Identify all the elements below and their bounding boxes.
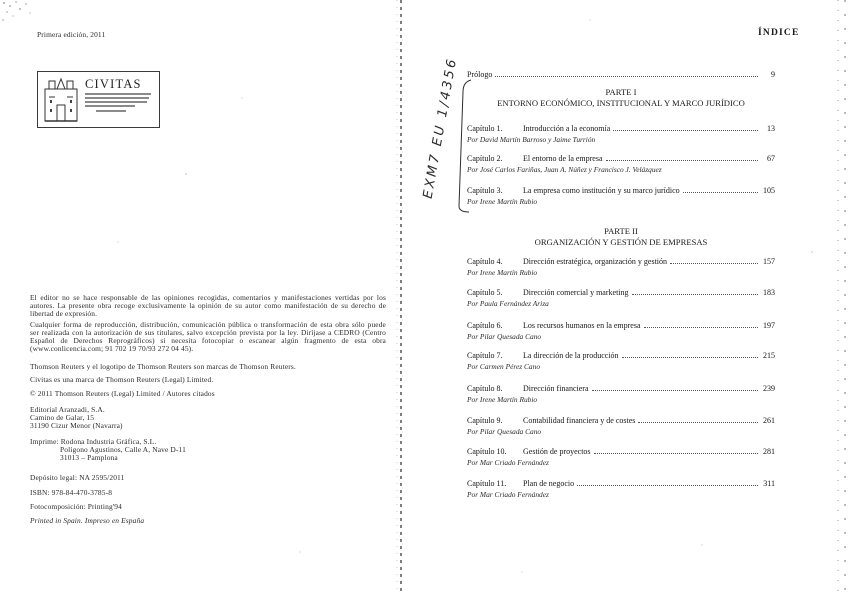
page-number: 183	[763, 288, 775, 297]
logo-subtitle-line	[85, 97, 149, 99]
toc-entry-chapter-5	[467, 288, 775, 298]
logo-subtitle-line	[85, 93, 151, 95]
dot-leader	[613, 130, 758, 131]
page-number: 261	[763, 416, 775, 425]
page-number: 239	[763, 384, 775, 393]
dot-leader	[638, 422, 758, 423]
publisher-address: Camino de Galar, 15	[30, 413, 95, 422]
publisher-city: 31190 Cizur Menor (Navarra)	[30, 421, 123, 430]
toc-entry-chapter-10	[467, 447, 775, 457]
handwritten-note: EXM7 EU 1/4356	[420, 56, 461, 200]
chapter-author: Por Paula Fernández Ariza	[467, 299, 549, 308]
chapter-number: Capítulo 8.	[467, 384, 503, 393]
chapter-number: Capítulo 2.	[467, 154, 503, 163]
chapter-title: Dirección financiera	[523, 384, 589, 393]
chapter-author: Por Irene Martín Rubio	[467, 197, 538, 206]
part-label: PARTE II	[604, 226, 638, 236]
trademark-civitas: Civitas es una marca de Thomson Reuters (Legal) Limited.	[30, 375, 214, 384]
toc-entry-chapter-3	[467, 186, 775, 196]
chapter-number: Capítulo 9.	[467, 416, 503, 425]
chapter-title: Los recursos humanos en la empresa	[523, 321, 641, 330]
dot-leader	[606, 160, 758, 161]
toc-entry-prologue	[467, 70, 775, 80]
chapter-author: Por Irene Martín Rubio	[467, 395, 538, 404]
dot-leader	[592, 390, 758, 391]
toc-entry-chapter-7	[467, 351, 775, 361]
chapter-title: Dirección comercial y marketing	[523, 288, 629, 297]
civitas-logo	[37, 71, 160, 128]
typesetting-credit: Fotocomposición: Printing'94	[30, 502, 122, 511]
corner-noise	[2, 1, 30, 20]
part-title: ORGANIZACIÓN Y GESTIÓN DE EMPRESAS	[534, 237, 708, 247]
chapter-number: Capítulo 10.	[467, 447, 507, 456]
prologue-title: Prólogo	[467, 70, 493, 79]
chapter-number: Capítulo 11.	[467, 479, 507, 488]
chapter-title: Dirección estratégica, organización y gestión	[523, 257, 668, 266]
editor-disclaimer: El editor no se hace responsable de las opiniones recogidas, comentarios y manifestaciones vertidas por los autores. La presente obra recoge exclusivamente la opinión de su autor como manifestación de su derecho de libertad de expresión.	[30, 293, 386, 318]
chapter-title: Plan de negocio	[523, 479, 575, 488]
printer-address: Polígono Agustinos, Calle A, Nave D-11	[60, 445, 186, 454]
logo-subtitle-line	[96, 110, 126, 112]
printer-city: 31013 – Pamplona	[60, 453, 118, 462]
page-number: 105	[763, 186, 775, 195]
dot-leader	[495, 76, 758, 77]
chapter-number: Capítulo 3.	[467, 186, 503, 195]
chapter-author: Por Irene Martín Rubio	[467, 268, 538, 277]
chapter-author: Por Pilar Quesada Cano	[467, 427, 542, 436]
chapter-number: Capítulo 7.	[467, 351, 503, 360]
chapter-title: La dirección de la producción	[523, 351, 619, 360]
printer-name: Imprime: Rodona Industria Gráfica, S.L.	[30, 437, 157, 446]
page-number: 215	[763, 351, 775, 360]
dot-leader	[683, 192, 758, 193]
toc-entry-chapter-4	[467, 257, 775, 267]
chapter-title: Gestión de proyectos	[523, 447, 591, 456]
chapter-author: Por Pilar Quesada Cano	[467, 332, 542, 341]
logo-wordmark: CIVITAS	[85, 77, 142, 91]
chapter-title: Contabilidad financiera y de costes	[523, 416, 636, 425]
toc-entry-chapter-8	[467, 384, 775, 394]
chapter-title: El entorno de la empresa	[523, 154, 603, 163]
dot-leader	[594, 453, 758, 454]
copyright-line: © 2011 Thomson Reuters (Legal) Limited / Autores citados	[30, 389, 215, 398]
chapter-number: Capítulo 6.	[467, 321, 503, 330]
isbn: ISBN: 978-84-470-3785-8	[30, 488, 113, 497]
building-emblem-icon	[41, 75, 81, 125]
logo-subtitle-line	[85, 105, 135, 107]
edition-line: Primera edición, 2011	[37, 30, 106, 39]
toc-entry-chapter-11	[467, 479, 775, 489]
page-number: 67	[767, 154, 775, 163]
dot-leader	[622, 357, 758, 358]
page-number: 13	[767, 124, 775, 133]
page-number: 281	[763, 447, 775, 456]
chapter-author: Por José Carlos Fariñas, Juan A. Núñez y Francisco J. Velázquez	[467, 165, 662, 174]
dot-leader	[577, 485, 758, 486]
page-number: 311	[763, 479, 775, 488]
chapter-title: La empresa como institución y su marco jurídico	[523, 186, 680, 195]
trademark-thomson: Thomson Reuters y el logotipo de Thomson Reuters son marcas de Thomson Reuters.	[30, 362, 296, 371]
chapter-number: Capítulo 5.	[467, 288, 503, 297]
toc-entry-chapter-1	[467, 124, 775, 134]
page-number: 157	[763, 257, 775, 266]
legal-deposit: Depósito legal: NA 2595/2011	[30, 473, 125, 482]
chapter-author: Por David Martín Barroso y Jaime Turrión	[467, 135, 596, 144]
chapter-number: Capítulo 1.	[467, 124, 503, 133]
chapter-number: Capítulo 4.	[467, 257, 503, 266]
dot-leader	[644, 327, 758, 328]
page-title: ÍNDICE	[758, 28, 800, 38]
rights-notice: Cualquier forma de reproducción, distribución, comunicación pública o transformación de esta obra sólo puede ser realizada con la autorización de sus titulares, salvo excepción prevista por la ley. Diríjase a CEDRO (Centro Español de Derechos Reprográficos) si necesita fotocopiar o escanear algún fragmento de esta obra (www.conlicencia.com; 91 702 19 70/93 272 04 45).	[30, 320, 386, 353]
dot-leader	[670, 263, 758, 264]
part-title: ENTORNO ECONÓMICO, INSTITUCIONAL Y MARCO JURÍDICO	[497, 98, 745, 108]
printed-in-line: Printed in Spain. Impreso en España	[30, 516, 145, 525]
part-label: PARTE I	[605, 87, 637, 97]
toc-entry-chapter-6	[467, 321, 775, 331]
chapter-author: Por Mar Criado Fernández	[467, 490, 549, 499]
chapter-author: Por Mar Criado Fernández	[467, 458, 549, 467]
toc-entry-chapter-9	[467, 416, 775, 426]
page-number: 9	[771, 70, 775, 79]
dot-leader	[632, 294, 758, 295]
logo-subtitle-line	[85, 101, 147, 103]
toc-entry-chapter-2	[467, 154, 775, 164]
chapter-author: Por Carmen Pérez Cano	[467, 362, 541, 371]
page-number: 197	[763, 321, 775, 330]
publisher-name: Editorial Aranzadi, S.A.	[30, 405, 105, 414]
chapter-title: Introducción a la economía	[523, 124, 611, 133]
